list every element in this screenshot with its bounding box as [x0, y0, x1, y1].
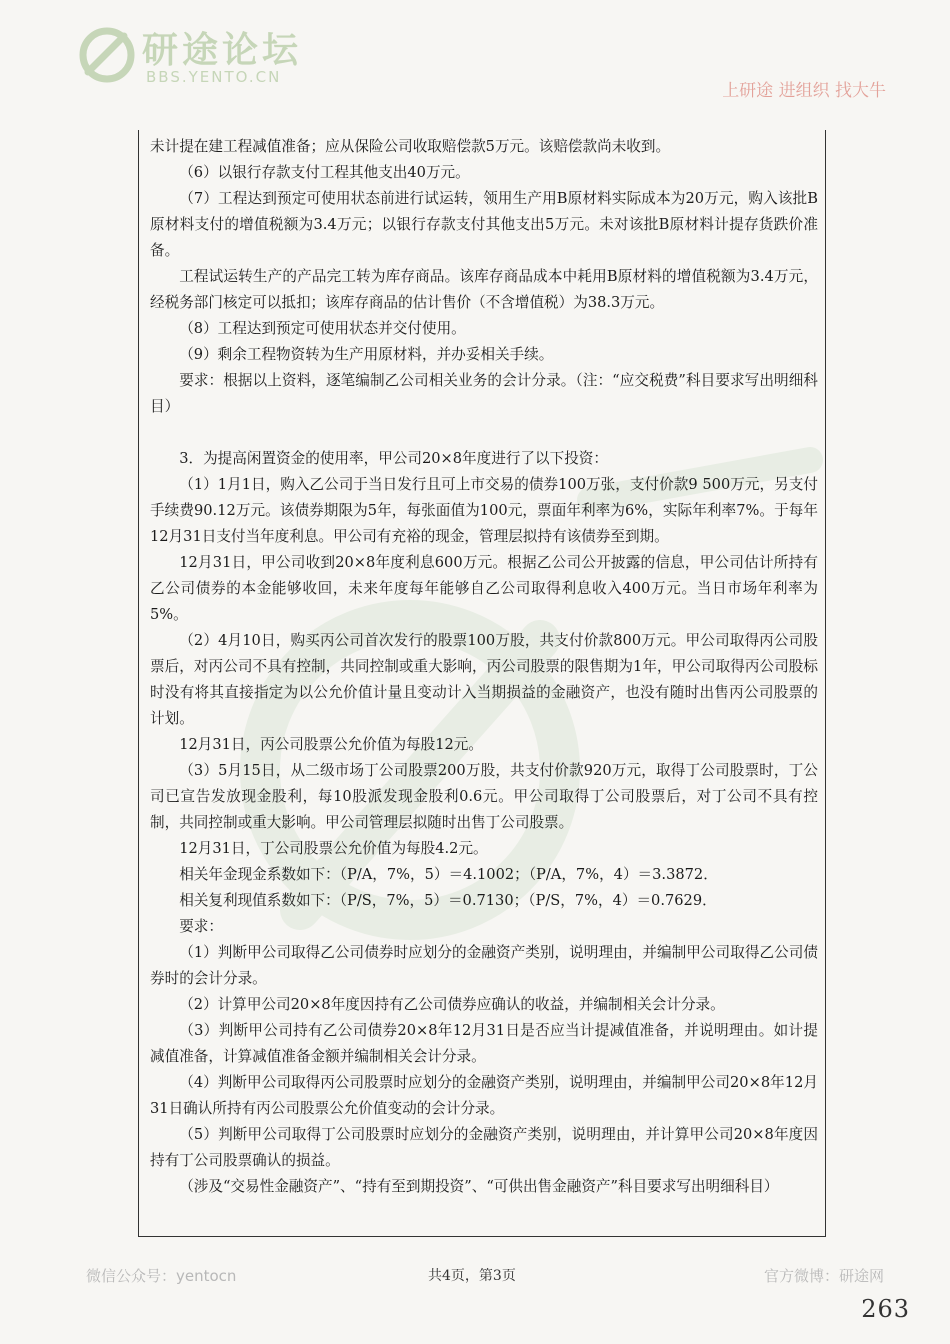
paragraph: （3）判断甲公司持有乙公司债券20×8年12月31日是否应当计提减值准备，并说明理由。如计提减值准备，计算减值准备金额并编制相关会计分录。 — [150, 1022, 818, 1065]
paragraph: （1）判断甲公司取得乙公司债券时应划分的金融资产类别，说明理由，并编制甲公司取得乙公司债券时的会计分录。 — [150, 944, 818, 987]
page-number: 263 — [861, 1295, 910, 1323]
paragraph: 未计提在建工程减值准备；应从保险公司收取赔偿款5万元。该赔偿款尚未收到。 — [150, 138, 671, 155]
paragraph: 相关年金现金系数如下：（P/A，7%，5）＝4.1002；（P/A，7%，4）＝3.3872． — [179, 866, 718, 883]
page-info: 共4页，第3页 — [428, 1268, 516, 1284]
paragraph: （5）判断甲公司取得丁公司股票时应划分的金融资产类别，说明理由，并计算甲公司20×8年度因持有丁公司股票确认的损益。 — [150, 1126, 818, 1169]
brand-mark-icon — [78, 26, 136, 84]
paragraph: （2）4月10日，购买丙公司首次发行的股票100万股，共支付价款800万元。甲公司取得丙公司股票后，对丙公司不具有控制，共同控制或重大影响，丙公司股票的限售期为1年，甲公司取得丙公司股标时没有将其直接指定为以公允价值计量且变动计入当期损益的金融资产，也没有随时出售丙公司股票的计划。 — [150, 632, 818, 727]
paragraph: 要求： — [179, 918, 223, 935]
paragraph: （6）以银行存款支付工程其他支出40万元。 — [179, 164, 470, 181]
paragraph: （3）5月15日，从二级市场丁公司股票200万股，共支付价款920万元，取得丁公司股票时，丁公司已宣告发放现金股利，每10股派发现金股利0.6元。甲公司取得丁公司股票后，对丁公司不具有控制，共同控制或重大影响。甲公司管理层拟随时出售丁公司股票。 — [150, 762, 818, 831]
question-text — [150, 134, 818, 1200]
paragraph: 3．为提高闲置资金的使用率，甲公司20×8年度进行了以下投资： — [179, 450, 608, 467]
paragraph: 12月31日，甲公司收到20×8年度利息600万元。根据乙公司公开披露的信息，甲公司估计所持有乙公司债券的本金能够收回，未来年度每年能够自乙公司取得利息收入400万元。当日市场年利率为5%。 — [150, 554, 818, 623]
paragraph: 12月31日，丙公司股票公允价值为每股12元。 — [179, 736, 483, 753]
paragraph: 工程试运转生产的产品完工转为库存商品。该库存商品成本中耗用B原材料的增值税额为3.4万元，经税务部门核定可以抵扣；该库存商品的估计售价（不含增值税）为38.3万元。 — [150, 268, 818, 311]
paragraph: （1）1月1日，购入乙公司于当日发行且可上市交易的债券100万张，支付价款9 500万元，另支付手续费90.12万元。该债券期限为5年，每张面值为100元，票面年利率为6%，实际年利率7%。于每年12月31日支付当年度利息。甲公司有充裕的现金，管理层拟持有该债券至到期。 — [150, 476, 818, 545]
brand-url: BBS.YENTO.CN — [146, 68, 282, 86]
wechat-account: 微信公众号：yentocn — [86, 1267, 237, 1285]
brand-logo — [78, 20, 358, 90]
paragraph: （7）工程达到预定可使用状态前进行试运转，领用生产用B原材料实际成本为20万元，购入该批B原材料支付的增值税额为3.4万元；以银行存款支付其他支出5万元。未对该批B原材料计提存货跌价准备。 — [150, 190, 818, 259]
brand-name: 研途论坛 — [142, 30, 303, 71]
paragraph: 相关复利现值系数如下：（P/S，7%，5）＝0.7130；（P/S，7%，4）＝0.7629． — [179, 892, 717, 909]
paragraph: （涉及“交易性金融资产”、“持有至到期投资”、“可供出售金融资产”科目要求写出明细科目） — [179, 1178, 779, 1195]
paragraph: （2）计算甲公司20×8年度因持有乙公司债券应确认的收益，并编制相关会计分录。 — [179, 996, 725, 1013]
paragraph: 要求：根据以上资料，逐笔编制乙公司相关业务的会计分录。（注：“应交税费”科目要求写出明细科目） — [150, 372, 818, 415]
paragraph: （9）剩余工程物资转为生产用原材料，并办妥相关手续。 — [179, 346, 554, 363]
paragraph: 12月31日，丁公司股票公允价值为每股4.2元。 — [179, 840, 488, 857]
brand-slogan: 上研途 进组织 找大牛 — [722, 81, 886, 101]
paragraph: （4）判断甲公司取得丙公司股票时应划分的金融资产类别，说明理由，并编制甲公司20×8年12月31日确认所持有丙公司股票公允价值变动的会计分录。 — [150, 1074, 818, 1117]
paragraph: （8）工程达到预定可使用状态并交付使用。 — [179, 320, 466, 337]
weibo-account: 官方微博：研途网 — [763, 1267, 884, 1285]
